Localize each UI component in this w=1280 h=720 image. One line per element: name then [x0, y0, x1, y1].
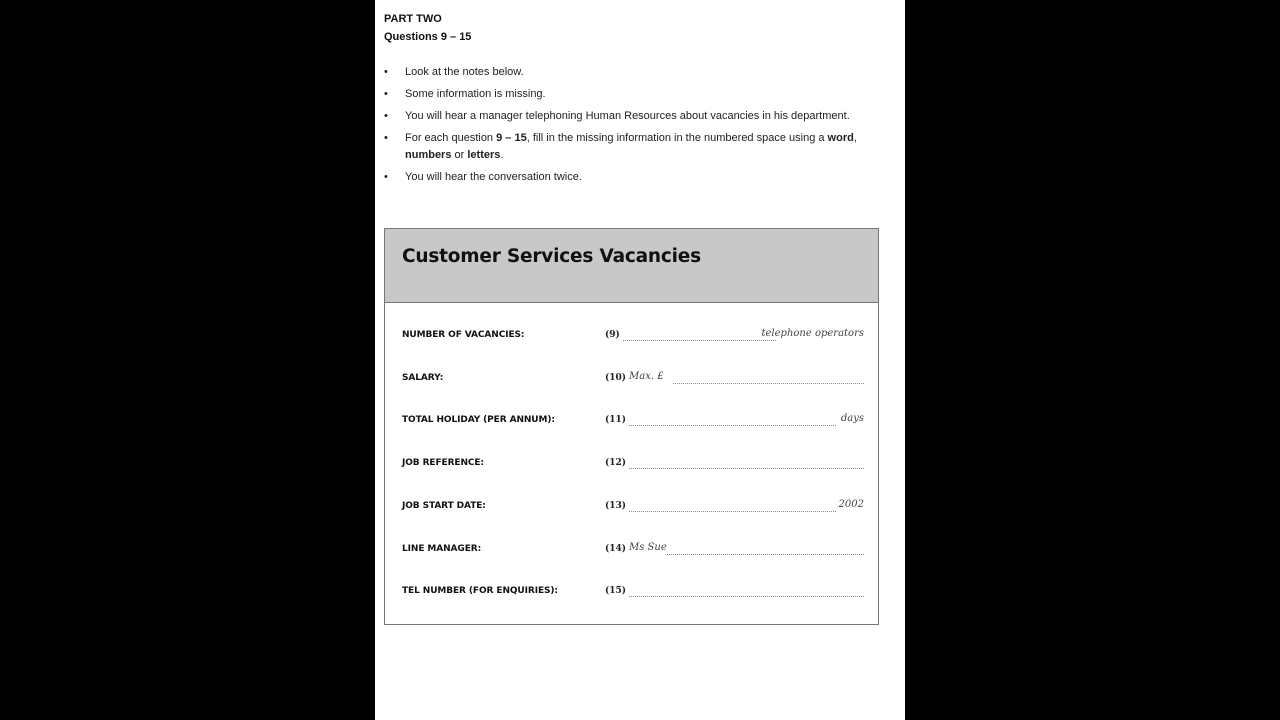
answer-blank[interactable] [629, 596, 864, 597]
bullet-icon: • [384, 171, 388, 183]
question-number: (9) [605, 330, 620, 340]
instruction-item: • You will hear a manager telephoning Human Resources about vacancies in his department. [384, 108, 884, 125]
form-row [402, 542, 864, 558]
form-row [402, 413, 864, 429]
form-row [402, 499, 864, 515]
vacancies-form [384, 228, 879, 625]
answer-suffix: days [840, 413, 864, 424]
instruction-item: • Some information is missing. [384, 86, 884, 103]
bullet-icon: • [384, 88, 388, 100]
form-row [402, 456, 864, 472]
answer-blank[interactable] [629, 511, 836, 512]
answer-prefix: Ms Sue [629, 542, 667, 553]
field-label: JOB REFERENCE: [402, 458, 484, 468]
bullet-icon: • [384, 132, 388, 144]
field-label: JOB START DATE: [402, 501, 486, 511]
field-label: SALARY: [402, 373, 444, 383]
question-number: (12) [605, 458, 627, 468]
instructions-list [384, 64, 884, 191]
field-label: NUMBER OF VACANCIES: [402, 330, 525, 340]
question-number: (15) [605, 586, 627, 596]
answer-blank[interactable] [673, 383, 864, 384]
field-label: TEL NUMBER (FOR ENQUIRIES): [402, 586, 558, 596]
form-row [402, 584, 864, 600]
question-number: (10) [605, 373, 627, 383]
field-label: LINE MANAGER: [402, 544, 482, 554]
form-title: Customer Services Vacancies [402, 246, 701, 267]
answer-blank[interactable] [629, 425, 836, 426]
bullet-icon: • [384, 66, 388, 78]
answer-suffix: telephone operators [761, 328, 864, 339]
bullet-icon: • [384, 110, 388, 122]
questions-heading: Questions 9 – 15 [384, 31, 472, 43]
answer-suffix: 2002 [838, 499, 864, 510]
instruction-item: • For each question 9 – 15, fill in the missing information in the numbered space using a word, numbers or letters. [384, 132, 857, 161]
worksheet-page [375, 0, 905, 720]
question-number: (14) [605, 544, 627, 554]
field-label: TOTAL HOLIDAY (PER ANNUM): [402, 415, 555, 425]
form-row [402, 328, 864, 344]
instruction-item: • Look at the notes below. [384, 64, 884, 81]
instruction-item: • You will hear the conversation twice. [384, 169, 884, 186]
answer-blank[interactable] [667, 554, 864, 555]
answer-prefix: Max. £ [629, 371, 664, 382]
form-row [402, 371, 864, 387]
question-number: (11) [605, 415, 627, 425]
answer-blank[interactable] [629, 468, 864, 469]
form-header [385, 229, 878, 303]
part-heading: PART TWO [384, 13, 442, 25]
answer-blank[interactable] [623, 340, 776, 341]
question-number: (13) [605, 501, 627, 511]
